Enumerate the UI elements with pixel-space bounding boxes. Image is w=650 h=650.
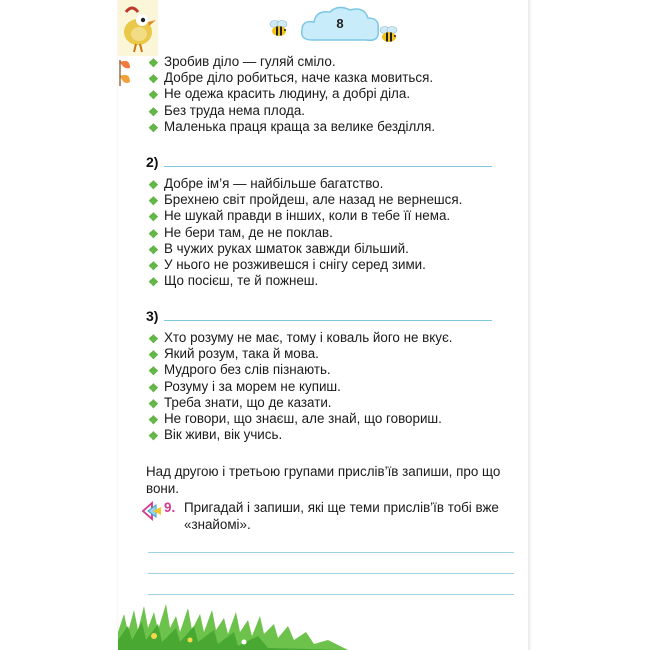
pencil-task-icon	[142, 501, 162, 521]
list-item: ❖ Маленька праця краща за велике безділля.	[148, 118, 436, 135]
bullet-icon: ❖	[148, 104, 159, 119]
bullet-icon: ❖	[148, 413, 159, 428]
list-item: ❖ Брехнею світ пройдеш, але назад не вернешся.	[148, 192, 463, 209]
proverb-list-group-3	[146, 330, 453, 443]
list-item: ❖ Без труда нема плода.	[148, 102, 306, 119]
page-number: 8	[336, 16, 344, 31]
proverb-list-group-1	[146, 54, 435, 135]
bullet-icon: ❖	[148, 396, 159, 411]
list-item: ❖ Треба знати, що де казати.	[148, 394, 332, 411]
list-item: ❖ Мудрого без слів пізнають.	[148, 362, 331, 379]
bullet-icon: ❖	[148, 364, 159, 379]
list-item: ❖ Хто розуму не має, тому і коваль його не вкує.	[148, 330, 453, 346]
bullet-icon: ❖	[148, 348, 159, 363]
list-item: ❖ Розуму і за морем не купиш.	[148, 378, 341, 395]
bullet-icon: ❖	[148, 259, 159, 274]
list-item: ❖ Що посієш, те й пожнеш.	[148, 273, 319, 290]
grass-decoration	[118, 592, 348, 650]
list-item: ❖ Зробив діло — гуляй сміло.	[148, 54, 336, 70]
bullet-icon: ❖	[148, 56, 159, 70]
list-item: ❖ В чужих руках шматок завжди більший.	[148, 240, 409, 257]
list-item: ❖ Вік живи, вік учись.	[148, 427, 283, 444]
list-item: ❖ Не бери там, де не поклав.	[148, 224, 333, 241]
answer-writing-line[interactable]	[148, 573, 514, 574]
list-item: ❖ У нього не розживешся і снігу серед зими.	[148, 257, 426, 274]
bullet-icon: ❖	[148, 332, 159, 346]
bullet-icon: ❖	[148, 275, 159, 290]
bullet-icon: ❖	[148, 194, 159, 209]
group-2-label: 2)	[146, 154, 159, 170]
task-instruction: Над другою і третьою групами прислів’їв запиши, про що вони.	[146, 464, 501, 496]
list-item: ❖ Який розум, така й мова.	[148, 346, 319, 363]
list-item: ❖ Не одежа красить людину, а добрі діла.	[148, 86, 411, 103]
group-3-answer-line[interactable]	[164, 320, 492, 321]
bullet-icon: ❖	[148, 429, 159, 444]
bullet-icon: ❖	[148, 88, 159, 103]
bullet-icon: ❖	[148, 178, 159, 192]
bullet-icon: ❖	[148, 72, 159, 87]
bird-icon	[118, 0, 158, 56]
bee-icon	[378, 26, 400, 44]
proverb-list-group-2	[146, 176, 462, 289]
workbook-page	[118, 0, 530, 650]
list-item: ❖ Не говори, що знаєш, але знай, що говориш.	[148, 411, 442, 428]
bullet-icon: ❖	[148, 226, 159, 241]
task-9-number: 9.	[164, 500, 176, 515]
list-item: ❖ Добре ім’я — найбільше багатство.	[148, 176, 384, 192]
bullet-icon: ❖	[148, 242, 159, 257]
bullet-icon: ❖	[148, 210, 159, 225]
group-3-label: 3)	[146, 308, 159, 324]
page-edge	[528, 0, 532, 650]
butterfly-icon	[118, 58, 132, 88]
list-item: ❖ Добре діло робиться, наче казка мовиться.	[148, 70, 434, 87]
bee-icon	[268, 20, 290, 38]
bullet-icon: ❖	[148, 380, 159, 395]
list-item: ❖ Не шукай правди в інших, коли в тебе її нема.	[148, 208, 451, 225]
group-2-answer-line[interactable]	[164, 166, 492, 167]
bullet-icon: ❖	[148, 120, 159, 135]
task-9-text: Пригадай і запиши, які ще теми прислів’їв тобі вже «знайомі».	[184, 500, 499, 532]
answer-writing-line[interactable]	[148, 552, 514, 553]
